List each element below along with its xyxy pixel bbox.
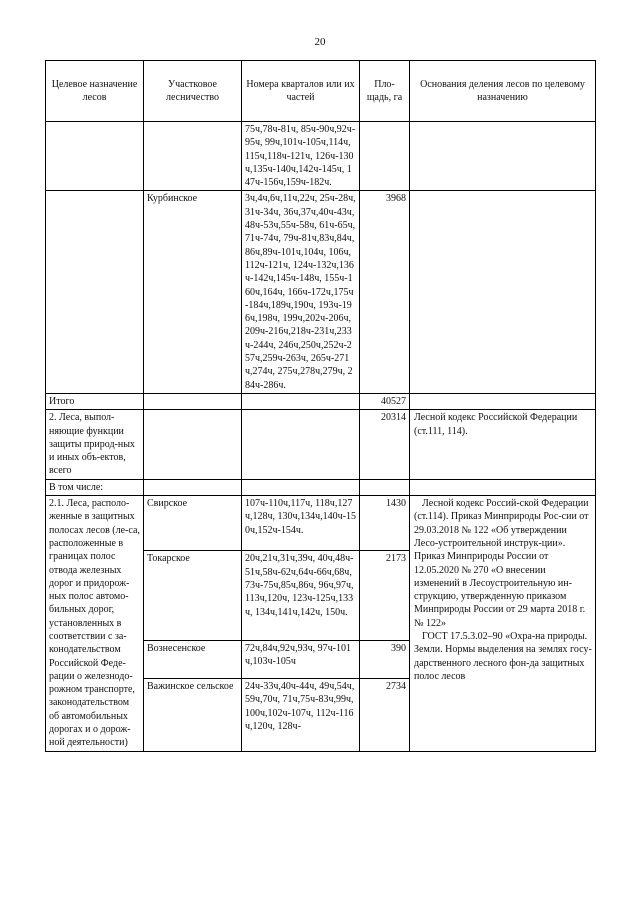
empty-cell [242, 479, 360, 495]
quarters-cell: 20ч,21ч,31ч,39ч, 40ч,48ч-51ч,58ч-62ч,64ч-66ч,68ч, 73ч-75ч,85ч,86ч, 96ч,97ч,113ч,120ч, 123ч-125ч,133ч, 134ч,141ч,142ч, 150ч. [242, 551, 360, 641]
total-area: 40527 [360, 393, 410, 409]
quarters-cell: 75ч,78ч-81ч, 85ч-90ч,92ч-95ч, 99ч,101ч-105ч,114ч, 115ч,118ч-121ч, 126ч-130ч,135ч-140ч,142ч-145ч, 147ч-156ч,159ч-182ч. [242, 122, 360, 191]
basis-paragraph: ГОСТ 17.5.3.02–90 «Охра-на природы. Земли. Нормы выделения на землях госу-дарственного лесного фон-да защитных полос лесов [414, 630, 592, 682]
basis-cell: Лесной кодекс Российской Федерации (ст.111, 114). [410, 410, 596, 479]
empty-cell [410, 393, 596, 409]
basis-cell [410, 191, 596, 393]
basis-cell [410, 122, 596, 191]
forest-purpose-table [45, 60, 596, 752]
forestry-cell: Важинское сельское [144, 679, 242, 752]
total-label: Итого [46, 393, 144, 409]
table-header-row [46, 61, 596, 122]
table-row [46, 191, 596, 393]
area-cell: 2734 [360, 679, 410, 752]
header-basis: Основания деления лесов по целевому назначению [410, 61, 596, 122]
quarters-cell: 107ч-110ч,117ч, 118ч,127ч,128ч, 130ч,134ч,140ч-150ч,152ч-154ч. [242, 496, 360, 551]
including-label: В том числе: [46, 479, 144, 495]
forestry-cell: Свирское [144, 496, 242, 551]
quarters-cell: 3ч,4ч,6ч,11ч,22ч, 25ч-28ч,31ч-34ч, 36ч,37ч,40ч-43ч, 48ч-53ч,55ч-58ч, 61ч-65ч,71ч-74ч, 79ч-81ч,83ч,84ч, 86ч,89ч-101ч,104ч, 106ч, 112ч-121ч, 124ч-132ч,136ч-142ч,145ч-148ч, 155ч-160ч,164ч, 166ч-172ч,175ч-184ч,189ч,190ч, 193ч-196ч,198ч, 199ч,202ч-206ч, 209ч-216ч,218ч-231ч,233ч-244ч, 246ч,250ч,252ч-257ч,259ч-263ч, 265ч-271ч,274ч, 275ч,278ч,279ч, 284ч-286ч. [242, 191, 360, 393]
forestry-cell: Курбинское [144, 191, 242, 393]
table-row [46, 122, 596, 191]
area-cell: 390 [360, 640, 410, 678]
empty-cell [410, 479, 596, 495]
basis-cell [410, 496, 596, 752]
empty-cell [144, 479, 242, 495]
table-row [46, 410, 596, 479]
quarters-cell: 24ч-33ч,40ч-44ч, 49ч,54ч,59ч,70ч, 71ч,75ч-83ч,99ч, 100ч,102ч-107ч, 112ч-116ч,120ч, 128ч- [242, 679, 360, 752]
purpose-cell [46, 122, 144, 191]
basis-paragraph: Лесной кодекс Россий-ской Федерации (ст.114). Приказ Минприроды Рос-сии от 29.03.2018 № 122 «Об утверждении Лесо-устроительной инструк-ции». Приказ Минприроды России от 12.05.2020 № 270 «О внесении изменений в Лесоустроительную ин-струкцию, утвержденную приказом Минприроды России от 29 марта 2018 г. № 122» [414, 498, 589, 629]
forestry-cell [144, 410, 242, 479]
header-purpose: Целевое назначение лесов [46, 61, 144, 122]
area-cell [360, 122, 410, 191]
area-cell: 20314 [360, 410, 410, 479]
area-cell: 2173 [360, 551, 410, 641]
table-row-including [46, 479, 596, 495]
forestry-cell: Токарское [144, 551, 242, 641]
area-cell: 3968 [360, 191, 410, 393]
forestry-cell [144, 122, 242, 191]
purpose-cell: 2. Леса, выпол-няющие функции защиты природ-ных и иных объ-ектов, всего [46, 410, 144, 479]
header-forestry: Участковое лесничество [144, 61, 242, 122]
header-area: Пло-щадь, га [360, 61, 410, 122]
empty-cell [242, 393, 360, 409]
purpose-cell [46, 191, 144, 393]
table-row [46, 496, 596, 551]
table-row-total [46, 393, 596, 409]
quarters-cell: 72ч,84ч,92ч,93ч, 97ч-101ч,103ч-105ч [242, 640, 360, 678]
quarters-cell [242, 410, 360, 479]
header-quarters: Номера кварталов или их частей [242, 61, 360, 122]
purpose-cell: 2.1. Леса, располо-женные в защитных полосах лесов (ле-са, расположенные в границах полос отвода железных дорог и придорож-ных полос автомо-бильных дорог, установленных в соответствии с за-конодательством Российской Феде-рации о железнодо-рожном транспорте, законодательством об автомобильных дорогах и о дорож-ной деятельности) [46, 496, 144, 752]
area-cell: 1430 [360, 496, 410, 551]
forestry-cell: Вознесенское [144, 640, 242, 678]
empty-cell [144, 393, 242, 409]
page-number: 20 [314, 36, 326, 48]
empty-cell [360, 479, 410, 495]
